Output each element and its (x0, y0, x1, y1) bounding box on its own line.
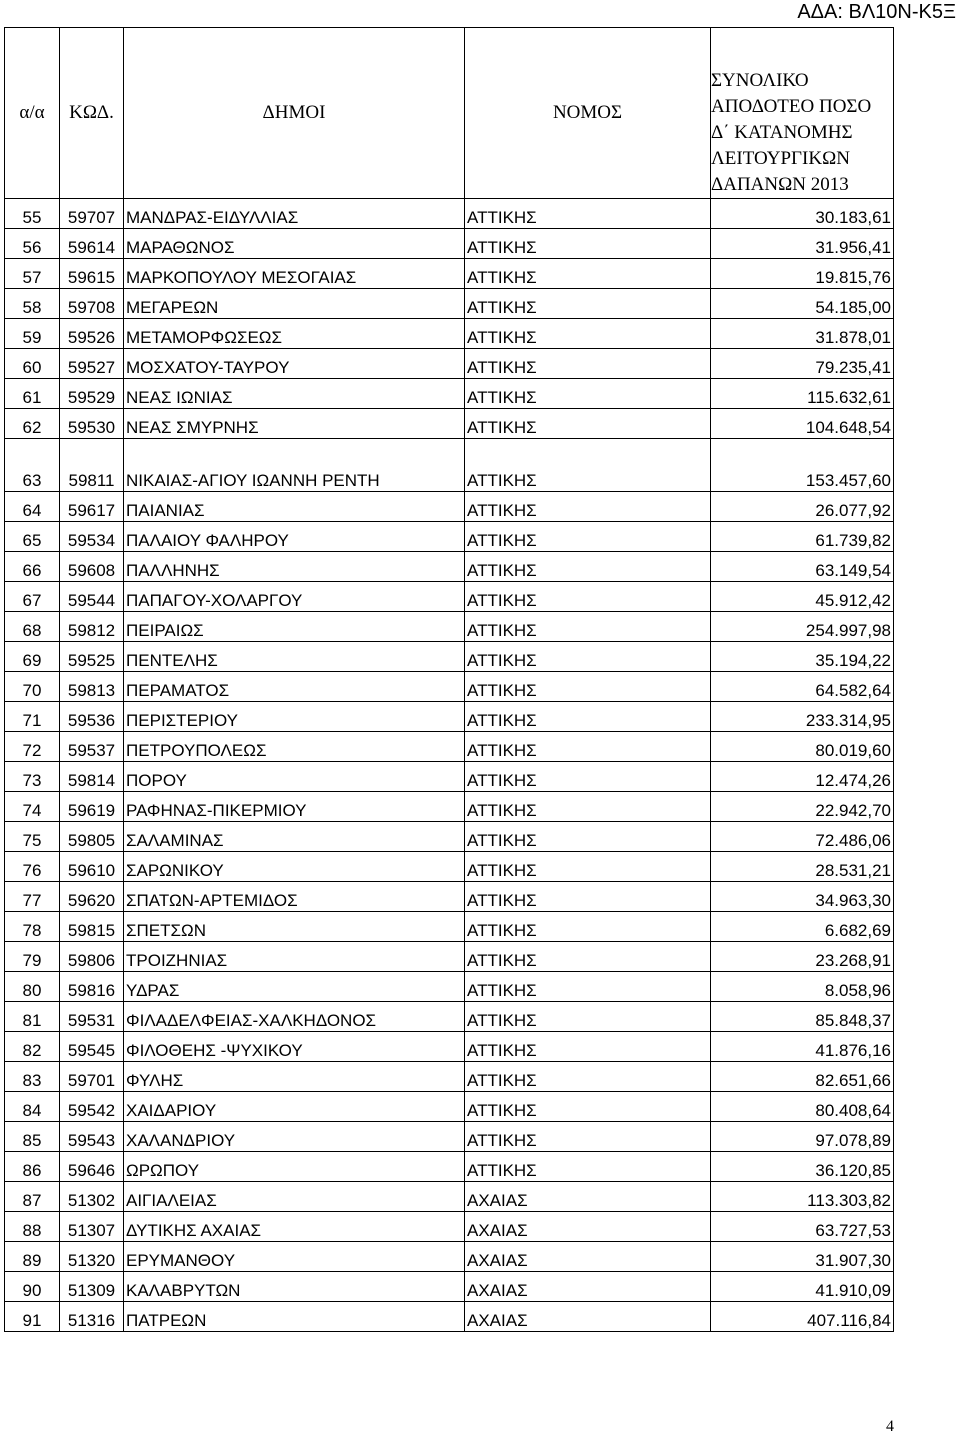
cell-index: 80 (5, 972, 60, 1002)
table-header-row (5, 28, 894, 199)
table-row (5, 1032, 894, 1062)
cell-index: 70 (5, 672, 60, 702)
cell-municipality: ΠΑΛΛΗΝΗΣ (124, 552, 465, 582)
cell-amount: 64.582,64 (711, 672, 894, 702)
cell-code: 59815 (60, 912, 124, 942)
cell-prefecture: ΑΤΤΙΚΗΣ (465, 642, 711, 672)
cell-code: 59545 (60, 1032, 124, 1062)
cell-amount: 45.912,42 (711, 582, 894, 612)
cell-municipality: ΦΙΛΑΔΕΛΦΕΙΑΣ-ΧΑΛΚΗΔΟΝΟΣ (124, 1002, 465, 1032)
cell-index: 56 (5, 229, 60, 259)
cell-prefecture: ΑΧΑΙΑΣ (465, 1272, 711, 1302)
table-row (5, 882, 894, 912)
table-row (5, 319, 894, 349)
cell-code: 59542 (60, 1092, 124, 1122)
cell-code: 59608 (60, 552, 124, 582)
cell-code: 59527 (60, 349, 124, 379)
table-row (5, 642, 894, 672)
cell-code: 59543 (60, 1122, 124, 1152)
cell-code: 59537 (60, 732, 124, 762)
cell-prefecture: ΑΧΑΙΑΣ (465, 1212, 711, 1242)
cell-municipality: ΧΑΙΔΑΡΙΟΥ (124, 1092, 465, 1122)
cell-code: 59806 (60, 942, 124, 972)
cell-code: 59816 (60, 972, 124, 1002)
cell-code: 59525 (60, 642, 124, 672)
cell-prefecture: ΑΤΤΙΚΗΣ (465, 1002, 711, 1032)
cell-amount: 82.651,66 (711, 1062, 894, 1092)
cell-prefecture: ΑΤΤΙΚΗΣ (465, 522, 711, 552)
cell-municipality: ΚΑΛΑΒΡΥΤΩΝ (124, 1272, 465, 1302)
cell-amount: 254.997,98 (711, 612, 894, 642)
table-row (5, 822, 894, 852)
cell-municipality: ΜΟΣΧΑΤΟΥ-ΤΑΥΡΟΥ (124, 349, 465, 379)
cell-code: 59529 (60, 379, 124, 409)
cell-code: 59530 (60, 409, 124, 439)
cell-municipality: ΧΑΛΑΝΔΡΙΟΥ (124, 1122, 465, 1152)
cell-prefecture: ΑΤΤΙΚΗΣ (465, 1092, 711, 1122)
table-row (5, 1272, 894, 1302)
cell-amount: 30.183,61 (711, 199, 894, 229)
cell-municipality: ΣΑΛΑΜΙΝΑΣ (124, 822, 465, 852)
table-row (5, 522, 894, 552)
cell-amount: 63.727,53 (711, 1212, 894, 1242)
cell-amount: 61.739,82 (711, 522, 894, 552)
cell-index: 65 (5, 522, 60, 552)
cell-code: 59620 (60, 882, 124, 912)
cell-prefecture: ΑΤΤΙΚΗΣ (465, 942, 711, 972)
cell-municipality: ΦΙΛΟΘΕΗΣ -ΨΥΧΙΚΟΥ (124, 1032, 465, 1062)
cell-municipality: ΜΕΤΑΜΟΡΦΩΣΕΩΣ (124, 319, 465, 349)
cell-code: 59615 (60, 259, 124, 289)
cell-prefecture: ΑΤΤΙΚΗΣ (465, 349, 711, 379)
cell-prefecture: ΑΤΤΙΚΗΣ (465, 672, 711, 702)
cell-index: 75 (5, 822, 60, 852)
cell-code: 59526 (60, 319, 124, 349)
cell-amount: 19.815,76 (711, 259, 894, 289)
table-row (5, 409, 894, 439)
cell-prefecture: ΑΤΤΙΚΗΣ (465, 852, 711, 882)
cell-municipality: ΠΑΠΑΓΟΥ-ΧΟΛΑΡΓΟΥ (124, 582, 465, 612)
table-row (5, 492, 894, 522)
cell-prefecture: ΑΤΤΙΚΗΣ (465, 1152, 711, 1182)
cell-index: 67 (5, 582, 60, 612)
table-row (5, 1182, 894, 1212)
cell-municipality: ΣΠΕΤΣΩΝ (124, 912, 465, 942)
cell-amount: 80.408,64 (711, 1092, 894, 1122)
cell-amount: 36.120,85 (711, 1152, 894, 1182)
cell-municipality: ΠΑΤΡΕΩΝ (124, 1302, 465, 1332)
table-row (5, 582, 894, 612)
cell-code: 59531 (60, 1002, 124, 1032)
cell-index: 59 (5, 319, 60, 349)
cell-index: 88 (5, 1212, 60, 1242)
header-index: α/α (5, 28, 60, 199)
cell-code: 59536 (60, 702, 124, 732)
cell-index: 55 (5, 199, 60, 229)
cell-municipality: ΠΑΙΑΝΙΑΣ (124, 492, 465, 522)
cell-municipality: ΩΡΩΠΟΥ (124, 1152, 465, 1182)
cell-prefecture: ΑΤΤΙΚΗΣ (465, 612, 711, 642)
table-row (5, 439, 894, 492)
cell-index: 69 (5, 642, 60, 672)
table-row (5, 1302, 894, 1332)
cell-index: 81 (5, 1002, 60, 1032)
cell-municipality: ΜΑΡΚΟΠΟΥΛΟΥ ΜΕΣΟΓΑΙΑΣ (124, 259, 465, 289)
cell-amount: 72.486,06 (711, 822, 894, 852)
cell-code: 59617 (60, 492, 124, 522)
cell-code: 59708 (60, 289, 124, 319)
cell-prefecture: ΑΧΑΙΑΣ (465, 1302, 711, 1332)
cell-municipality: ΝΕΑΣ ΣΜΥΡΝΗΣ (124, 409, 465, 439)
cell-code: 59814 (60, 762, 124, 792)
allocation-table (4, 27, 894, 1332)
cell-index: 78 (5, 912, 60, 942)
cell-amount: 407.116,84 (711, 1302, 894, 1332)
cell-amount: 97.078,89 (711, 1122, 894, 1152)
table-row (5, 379, 894, 409)
cell-municipality: ΠΟΡΟΥ (124, 762, 465, 792)
cell-prefecture: ΑΤΤΙΚΗΣ (465, 822, 711, 852)
page-number: 4 (886, 1418, 894, 1435)
header-total-amount: ΣΥΝΟΛΙΚΟ ΑΠΟΔΟΤΕΟ ΠΟΣΟ Δ΄ ΚΑΤΑΝΟΜΗΣ ΛΕΙΤΟΥΡΓΙΚΩΝ ΔΑΠΑΝΩΝ 2013 (711, 28, 894, 199)
table-row (5, 942, 894, 972)
cell-index: 66 (5, 552, 60, 582)
cell-municipality: ΦΥΛΗΣ (124, 1062, 465, 1092)
cell-index: 60 (5, 349, 60, 379)
cell-prefecture: ΑΤΤΙΚΗΣ (465, 912, 711, 942)
cell-amount: 153.457,60 (711, 439, 894, 492)
table-row (5, 1212, 894, 1242)
cell-prefecture: ΑΤΤΙΚΗΣ (465, 762, 711, 792)
header-code: ΚΩΔ. (60, 28, 124, 199)
cell-index: 76 (5, 852, 60, 882)
cell-index: 77 (5, 882, 60, 912)
table-row (5, 349, 894, 379)
cell-prefecture: ΑΤΤΙΚΗΣ (465, 1122, 711, 1152)
table-row (5, 199, 894, 229)
cell-municipality: ΠΕΡΑΜΑΤΟΣ (124, 672, 465, 702)
header-municipality: ΔΗΜΟΙ (124, 28, 465, 199)
cell-municipality: ΜΑΡΑΘΩΝΟΣ (124, 229, 465, 259)
table-row (5, 702, 894, 732)
table-row (5, 852, 894, 882)
cell-municipality: ΠΕΙΡΑΙΩΣ (124, 612, 465, 642)
cell-amount: 28.531,21 (711, 852, 894, 882)
cell-amount: 6.682,69 (711, 912, 894, 942)
cell-amount: 22.942,70 (711, 792, 894, 822)
cell-municipality: ΠΕΡΙΣΤΕΡΙΟΥ (124, 702, 465, 732)
table-row (5, 1152, 894, 1182)
cell-amount: 23.268,91 (711, 942, 894, 972)
cell-amount: 31.878,01 (711, 319, 894, 349)
table-row (5, 552, 894, 582)
cell-code: 59619 (60, 792, 124, 822)
cell-amount: 34.963,30 (711, 882, 894, 912)
cell-amount: 63.149,54 (711, 552, 894, 582)
cell-code: 59812 (60, 612, 124, 642)
cell-municipality: ΔΥΤΙΚΗΣ ΑΧΑΙΑΣ (124, 1212, 465, 1242)
cell-index: 79 (5, 942, 60, 972)
cell-index: 61 (5, 379, 60, 409)
cell-code: 59544 (60, 582, 124, 612)
cell-municipality: ΑΙΓΙΑΛΕΙΑΣ (124, 1182, 465, 1212)
cell-index: 82 (5, 1032, 60, 1062)
cell-municipality: ΕΡΥΜΑΝΘΟΥ (124, 1242, 465, 1272)
cell-amount: 41.910,09 (711, 1272, 894, 1302)
cell-amount: 233.314,95 (711, 702, 894, 732)
cell-index: 87 (5, 1182, 60, 1212)
cell-municipality: ΠΑΛΑΙΟΥ ΦΑΛΗΡΟΥ (124, 522, 465, 552)
cell-amount: 79.235,41 (711, 349, 894, 379)
cell-code: 59811 (60, 439, 124, 492)
cell-index: 63 (5, 439, 60, 492)
table-row (5, 1002, 894, 1032)
cell-amount: 35.194,22 (711, 642, 894, 672)
table-row (5, 289, 894, 319)
cell-prefecture: ΑΤΤΙΚΗΣ (465, 379, 711, 409)
cell-municipality: ΝΙΚΑΙΑΣ-ΑΓΙΟΥ ΙΩΑΝΝΗ ΡΕΝΤΗ (124, 439, 465, 492)
cell-prefecture: ΑΤΤΙΚΗΣ (465, 1062, 711, 1092)
cell-index: 58 (5, 289, 60, 319)
cell-code: 51307 (60, 1212, 124, 1242)
header-prefecture: ΝΟΜΟΣ (465, 28, 711, 199)
cell-amount: 12.474,26 (711, 762, 894, 792)
table-row (5, 1122, 894, 1152)
cell-amount: 54.185,00 (711, 289, 894, 319)
cell-amount: 41.876,16 (711, 1032, 894, 1062)
cell-index: 89 (5, 1242, 60, 1272)
cell-municipality: ΣΠΑΤΩΝ-ΑΡΤΕΜΙΔΟΣ (124, 882, 465, 912)
cell-prefecture: ΑΤΤΙΚΗΣ (465, 792, 711, 822)
cell-code: 51302 (60, 1182, 124, 1212)
cell-amount: 104.648,54 (711, 409, 894, 439)
cell-code: 51309 (60, 1272, 124, 1302)
cell-amount: 26.077,92 (711, 492, 894, 522)
cell-index: 86 (5, 1152, 60, 1182)
table-row (5, 672, 894, 702)
cell-code: 59805 (60, 822, 124, 852)
cell-amount: 113.303,82 (711, 1182, 894, 1212)
cell-index: 91 (5, 1302, 60, 1332)
cell-index: 73 (5, 762, 60, 792)
cell-municipality: ΣΑΡΩΝΙΚΟΥ (124, 852, 465, 882)
cell-prefecture: ΑΧΑΙΑΣ (465, 1242, 711, 1272)
cell-prefecture: ΑΤΤΙΚΗΣ (465, 882, 711, 912)
cell-prefecture: ΑΤΤΙΚΗΣ (465, 409, 711, 439)
cell-prefecture: ΑΧΑΙΑΣ (465, 1182, 711, 1212)
cell-index: 62 (5, 409, 60, 439)
cell-index: 85 (5, 1122, 60, 1152)
cell-prefecture: ΑΤΤΙΚΗΣ (465, 319, 711, 349)
cell-amount: 85.848,37 (711, 1002, 894, 1032)
cell-prefecture: ΑΤΤΙΚΗΣ (465, 259, 711, 289)
cell-code: 51316 (60, 1302, 124, 1332)
cell-municipality: ΠΕΝΤΕΛΗΣ (124, 642, 465, 672)
cell-amount: 8.058,96 (711, 972, 894, 1002)
table-row (5, 762, 894, 792)
cell-code: 59614 (60, 229, 124, 259)
cell-prefecture: ΑΤΤΙΚΗΣ (465, 1032, 711, 1062)
cell-index: 90 (5, 1272, 60, 1302)
cell-amount: 31.907,30 (711, 1242, 894, 1272)
cell-prefecture: ΑΤΤΙΚΗΣ (465, 732, 711, 762)
table-row (5, 792, 894, 822)
cell-amount: 115.632,61 (711, 379, 894, 409)
cell-code: 59534 (60, 522, 124, 552)
table-row (5, 612, 894, 642)
cell-prefecture: ΑΤΤΙΚΗΣ (465, 582, 711, 612)
table-row (5, 1242, 894, 1272)
cell-code: 59707 (60, 199, 124, 229)
cell-index: 68 (5, 612, 60, 642)
cell-municipality: ΜΑΝΔΡΑΣ-ΕΙΔΥΛΛΙΑΣ (124, 199, 465, 229)
table-row (5, 972, 894, 1002)
cell-municipality: ΝΕΑΣ ΙΩΝΙΑΣ (124, 379, 465, 409)
cell-prefecture: ΑΤΤΙΚΗΣ (465, 439, 711, 492)
cell-index: 83 (5, 1062, 60, 1092)
cell-municipality: ΠΕΤΡΟΥΠΟΛΕΩΣ (124, 732, 465, 762)
cell-prefecture: ΑΤΤΙΚΗΣ (465, 229, 711, 259)
cell-index: 74 (5, 792, 60, 822)
table-row (5, 912, 894, 942)
cell-index: 64 (5, 492, 60, 522)
cell-index: 71 (5, 702, 60, 732)
cell-code: 51320 (60, 1242, 124, 1272)
cell-code: 59813 (60, 672, 124, 702)
cell-prefecture: ΑΤΤΙΚΗΣ (465, 199, 711, 229)
cell-prefecture: ΑΤΤΙΚΗΣ (465, 702, 711, 732)
table-row (5, 1092, 894, 1122)
cell-index: 57 (5, 259, 60, 289)
cell-municipality: ΜΕΓΑΡΕΩΝ (124, 289, 465, 319)
cell-prefecture: ΑΤΤΙΚΗΣ (465, 289, 711, 319)
cell-municipality: ΥΔΡΑΣ (124, 972, 465, 1002)
cell-amount: 80.019,60 (711, 732, 894, 762)
cell-code: 59701 (60, 1062, 124, 1092)
document-id: ΑΔΑ: ΒΛ10Ν-Κ5Ξ (797, 1, 956, 23)
table-row (5, 732, 894, 762)
cell-amount: 31.956,41 (711, 229, 894, 259)
table-row (5, 229, 894, 259)
cell-prefecture: ΑΤΤΙΚΗΣ (465, 492, 711, 522)
cell-code: 59610 (60, 852, 124, 882)
cell-prefecture: ΑΤΤΙΚΗΣ (465, 552, 711, 582)
table-row (5, 259, 894, 289)
cell-index: 84 (5, 1092, 60, 1122)
cell-municipality: ΡΑΦΗΝΑΣ-ΠΙΚΕΡΜΙΟΥ (124, 792, 465, 822)
cell-code: 59646 (60, 1152, 124, 1182)
cell-prefecture: ΑΤΤΙΚΗΣ (465, 972, 711, 1002)
cell-index: 72 (5, 732, 60, 762)
cell-municipality: ΤΡΟΙΖΗΝΙΑΣ (124, 942, 465, 972)
table-row (5, 1062, 894, 1092)
